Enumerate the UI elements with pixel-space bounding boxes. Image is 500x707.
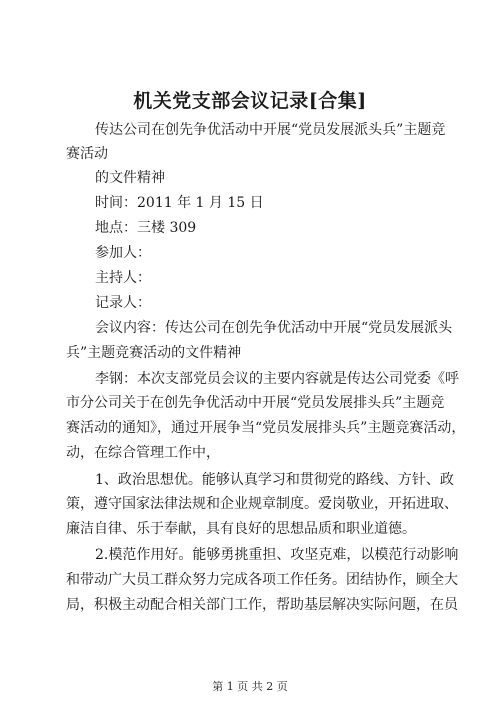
body-line: 和带动广大员工群众努力完成各项工作任务。团结协作，顾全大 — [66, 572, 458, 588]
document-title: 机关党支部会议记录[合集] — [133, 90, 367, 112]
body-line: 动，在综合管理工作中， — [66, 445, 220, 461]
meeting-time: 时间：2011 年 1 月 15 日 — [95, 195, 264, 211]
meeting-recorder: 记录人： — [95, 295, 151, 311]
body-line: 2.模范作用好。能够勇挑重担、攻坚克难，以模范行动影响 — [95, 547, 459, 563]
body-line: 市分公司关于在创先争优活动中开展“党员发展排头兵”主题竞 — [66, 395, 445, 411]
meeting-attendees: 参加人： — [95, 245, 151, 261]
body-line: 策，遵守国家法律法规和企业规章制度。爱岗敬业，开拓进取、 — [66, 496, 458, 512]
body-line: 赛活动 — [66, 146, 108, 162]
body-line: 赛活动的通知》，通过开展争当“党员发展排头兵”主题竞赛活动， — [66, 420, 466, 436]
body-line: 局，积极主动配合相关部门工作，帮助基层解决实际问题，在员 — [66, 597, 458, 613]
body-line: 兵”主题竞赛活动的文件精神 — [66, 345, 242, 361]
meeting-location: 地点：三楼 309 — [95, 220, 197, 236]
body-line: 的文件精神 — [95, 170, 165, 186]
body-line: 传达公司在创先争优活动中开展“党员发展派头兵”主题竞 — [95, 122, 446, 138]
body-line: 李钢：本次支部党员会议的主要内容就是传达公司党委《呼 — [95, 371, 459, 387]
body-line: 廉洁自律、乐于奉献，具有良好的思想品质和职业道德。 — [66, 521, 416, 537]
page-number: 第 1 页 共 2 页 — [212, 680, 288, 693]
meeting-host: 主持人： — [95, 270, 151, 286]
body-line: 1、政治思想优。能够认真学习和贯彻党的路线、方针、政 — [95, 472, 454, 488]
meeting-content: 会议内容：传达公司在创先争优活动中开展“党员发展派头 — [95, 320, 453, 336]
